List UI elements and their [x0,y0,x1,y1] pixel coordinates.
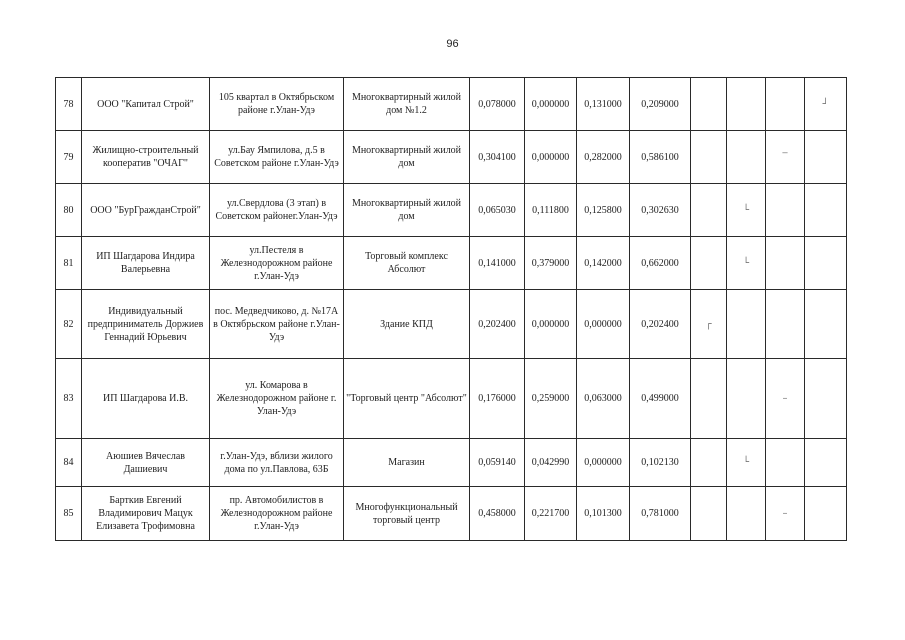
objects-table [55,77,847,541]
applicant-cell: Индивидуальный предприниматель Доржиев Геннадий Юрьевич [82,290,210,359]
mark-cell-3 [766,184,805,237]
value-cell-3: 0,142000 [577,237,630,290]
row-number-cell: 81 [56,237,82,290]
row-number-cell: 84 [56,439,82,487]
object-cell: Многоквартирный жилой дом №1.2 [344,78,470,131]
value-cell-2: 0,111800 [525,184,577,237]
applicant-cell: ИП Шагдарова Индира Валерьевна [82,237,210,290]
value-cell-2: 0,000000 [525,290,577,359]
mark-cell-1: ┌ [691,290,727,359]
mark-cell-2: └ [727,439,766,487]
value-cell-total: 0,102130 [630,439,691,487]
object-cell: Многоквартирный жилой дом [344,131,470,184]
location-cell: пр. Автомобилистов в Железнодорожном районе г.Улан-Удэ [210,487,344,541]
value-cell-total: 0,781000 [630,487,691,541]
value-cell-3: 0,063000 [577,359,630,439]
object-cell: Торговый комплекс Абсолют [344,237,470,290]
table-row [56,78,847,131]
row-number-cell: 78 [56,78,82,131]
value-cell-1: 0,078000 [470,78,525,131]
value-cell-total: 0,499000 [630,359,691,439]
value-cell-1: 0,304100 [470,131,525,184]
value-cell-3: 0,131000 [577,78,630,131]
location-cell: ул.Пестеля в Железнодорожном районе г.Улан-Удэ [210,237,344,290]
value-cell-1: 0,176000 [470,359,525,439]
applicant-cell: ИП Шагдарова И.В. [82,359,210,439]
mark-cell-3: – [766,487,805,541]
applicant-cell: ООО "БурГражданСтрой" [82,184,210,237]
value-cell-1: 0,202400 [470,290,525,359]
value-cell-1: 0,065030 [470,184,525,237]
location-cell: ул. Комарова в Железнодорожном районе г. Улан-Удэ [210,359,344,439]
object-cell: Магазин [344,439,470,487]
mark-cell-1 [691,439,727,487]
value-cell-total: 0,302630 [630,184,691,237]
applicant-cell: Жилищно-строительный кооператив "ОЧАГ" [82,131,210,184]
value-cell-1: 0,458000 [470,487,525,541]
value-cell-3: 0,101300 [577,487,630,541]
mark-cell-3 [766,78,805,131]
mark-cell-2: └ [727,237,766,290]
mark-cell-4: ┘ [805,78,847,131]
mark-cell-1 [691,78,727,131]
value-cell-1: 0,141000 [470,237,525,290]
mark-cell-2 [727,131,766,184]
location-cell: пос. Медведчиково, д. №17А в Октябрьском районе г.Улан-Удэ [210,290,344,359]
location-cell: ул.Бау Ямпилова, д.5 в Советском районе г.Улан-Удэ [210,131,344,184]
mark-cell-4 [805,487,847,541]
value-cell-2: 0,221700 [525,487,577,541]
row-number-cell: 80 [56,184,82,237]
value-cell-1: 0,059140 [470,439,525,487]
location-cell: г.Улан-Удэ, вблизи жилого дома по ул.Павлова, 63Б [210,439,344,487]
object-cell: "Торговый центр "Абсолют" [344,359,470,439]
value-cell-3: 0,000000 [577,439,630,487]
mark-cell-2 [727,78,766,131]
mark-cell-3 [766,439,805,487]
applicant-cell: Аюшиев Вячеслав Дашиевич [82,439,210,487]
mark-cell-4 [805,131,847,184]
value-cell-3: 0,282000 [577,131,630,184]
table-row [56,290,847,359]
value-cell-2: 0,259000 [525,359,577,439]
mark-cell-3 [766,290,805,359]
mark-cell-3: ‾ [766,131,805,184]
mark-cell-1 [691,131,727,184]
object-cell: Многоквартирный жилой дом [344,184,470,237]
value-cell-total: 0,202400 [630,290,691,359]
row-number-cell: 83 [56,359,82,439]
applicant-cell: ООО "Капитал Строй" [82,78,210,131]
value-cell-2: 0,042990 [525,439,577,487]
object-cell: Многофункциональный торговый центр [344,487,470,541]
mark-cell-4 [805,290,847,359]
value-cell-3: 0,000000 [577,290,630,359]
mark-cell-4 [805,237,847,290]
mark-cell-1 [691,237,727,290]
object-cell: Здание КПД [344,290,470,359]
location-cell: 105 квартал в Октябрьском районе г.Улан-Удэ [210,78,344,131]
row-number-cell: 82 [56,290,82,359]
mark-cell-3 [766,237,805,290]
value-cell-2: 0,000000 [525,131,577,184]
mark-cell-1 [691,184,727,237]
value-cell-2: 0,379000 [525,237,577,290]
row-number-cell: 85 [56,487,82,541]
applicant-cell: Барткив Евгений Владимирович Мацук Елизавета Трофимовна [82,487,210,541]
mark-cell-2: └ [727,184,766,237]
value-cell-total: 0,586100 [630,131,691,184]
mark-cell-3: – [766,359,805,439]
mark-cell-4 [805,359,847,439]
mark-cell-2 [727,487,766,541]
table-row [56,131,847,184]
table-row [56,237,847,290]
mark-cell-1 [691,487,727,541]
value-cell-total: 0,662000 [630,237,691,290]
mark-cell-2 [727,359,766,439]
value-cell-2: 0,000000 [525,78,577,131]
mark-cell-4 [805,184,847,237]
table-row [56,359,847,439]
mark-cell-4 [805,439,847,487]
table-row [56,439,847,487]
table-row [56,184,847,237]
value-cell-3: 0,125800 [577,184,630,237]
row-number-cell: 79 [56,131,82,184]
mark-cell-2 [727,290,766,359]
location-cell: ул.Свердлова (3 этап) в Советском районег.Улан-Удэ [210,184,344,237]
value-cell-total: 0,209000 [630,78,691,131]
mark-cell-1 [691,359,727,439]
table-row [56,487,847,541]
page-number: 96 [446,38,459,50]
